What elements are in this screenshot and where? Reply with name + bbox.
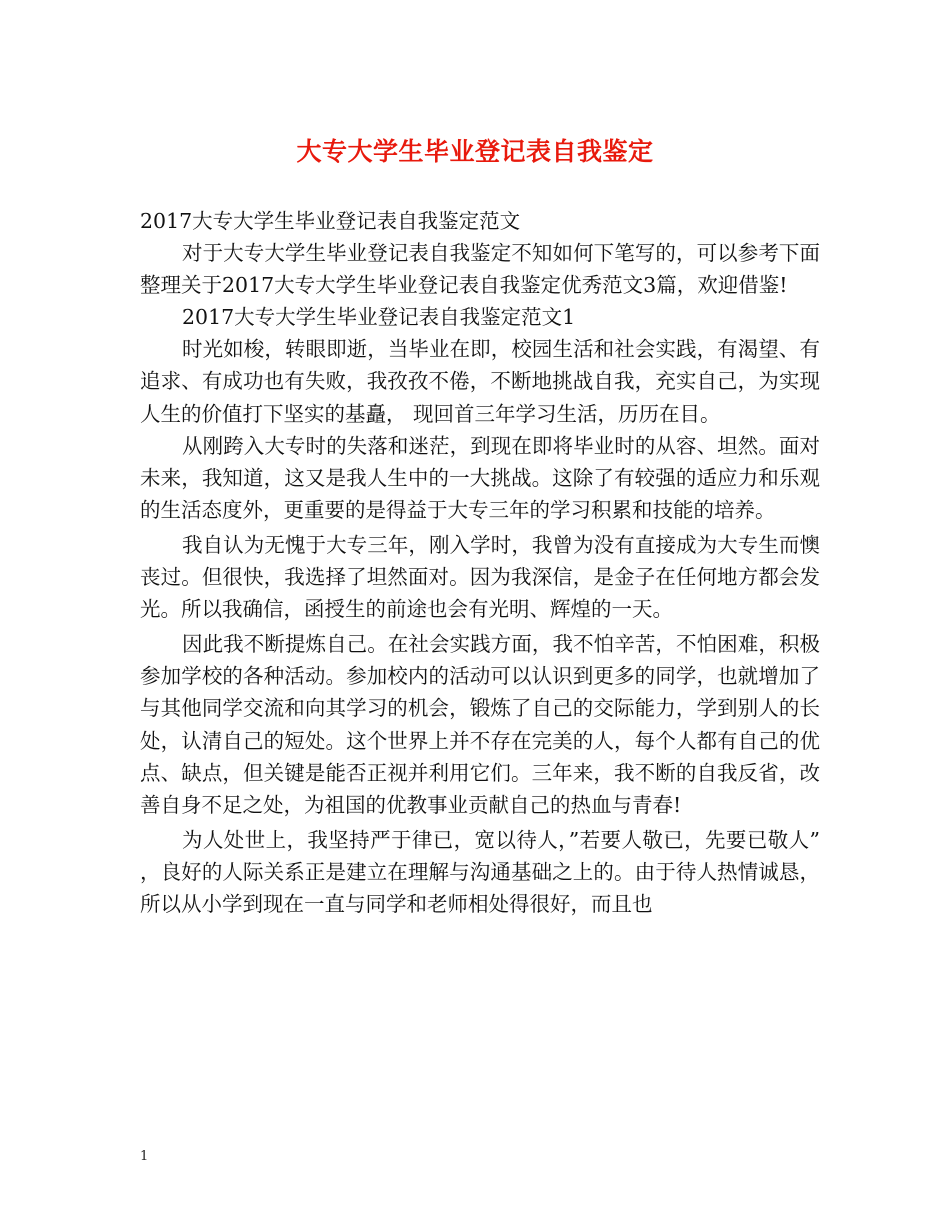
body-paragraph: 因此我不断提炼自己。在社会实践方面，我不怕辛苦，不怕困难，积极参加学校的各种活动。参加校内的活动可以认识到更多的同学，也就增加了与其他同学交流和向其学习的机会，锻炼了自己的交际能力，学到别人的长处，认清自己的短处。这个世界上并不存在完美的人，每个人都有自己的优点、缺点，但关键是能否正视并利用它们。三年来，我不断的自我反省，改善自身不足之处，为祖国的优教事业贡献自己的热血与青春! (140, 632, 820, 817)
intro-paragraph: 对于大专大学生毕业登记表自我鉴定不知如何下笔写的，可以参考下面整理关于2017大专大学生毕业登记表自我鉴定优秀范文3篇，欢迎借鉴! (140, 241, 820, 298)
body-paragraph: 为人处世上，我坚持严于律已，宽以待人，”若要人敬已，先要已敬人” ，良好的人际关系正是建立在理解与沟通基础之上的。由于待人热情诚恳，所以从小学到现在一直与同学和老师相处得很好，而且也 (140, 827, 820, 916)
document-body (140, 205, 820, 920)
body-paragraph: 我自认为无愧于大专三年，刚入学时，我曾为没有直接成为大专生而懊丧过。但很快，我选择了坦然面对。因为我深信，是金子在任何地方都会发光。所以我确信，函授生的前途也会有光明、辉煌的一天。 (140, 532, 820, 622)
body-paragraph: 时光如梭，转眼即逝，当毕业在即，校园生活和社会实践，有渴望、有追求、有成功也有失败，我孜孜不倦，不断地挑战自我，充实自己，为实现人生的价值打下坚实的基矗， 现回首三年学习生活，历历在目。 (140, 337, 820, 426)
document-title: 大专大学生毕业登记表自我鉴定 (296, 137, 654, 166)
subtitle-line: 2017大专大学生毕业登记表自我鉴定范文 (140, 209, 521, 233)
section-heading: 2017大专大学生毕业登记表自我鉴定范文1 (182, 305, 576, 330)
body-paragraph: 从刚跨入大专时的失落和迷茫，到现在即将毕业时的从容、坦然。面对未来，我知道，这又是我人生中的一大挑战。这除了有较强的适应力和乐观的生活态度外，更重要的是得益于大专三年的学习积累和技能的培养。 (140, 433, 820, 522)
page-number: 1 (140, 1149, 149, 1164)
